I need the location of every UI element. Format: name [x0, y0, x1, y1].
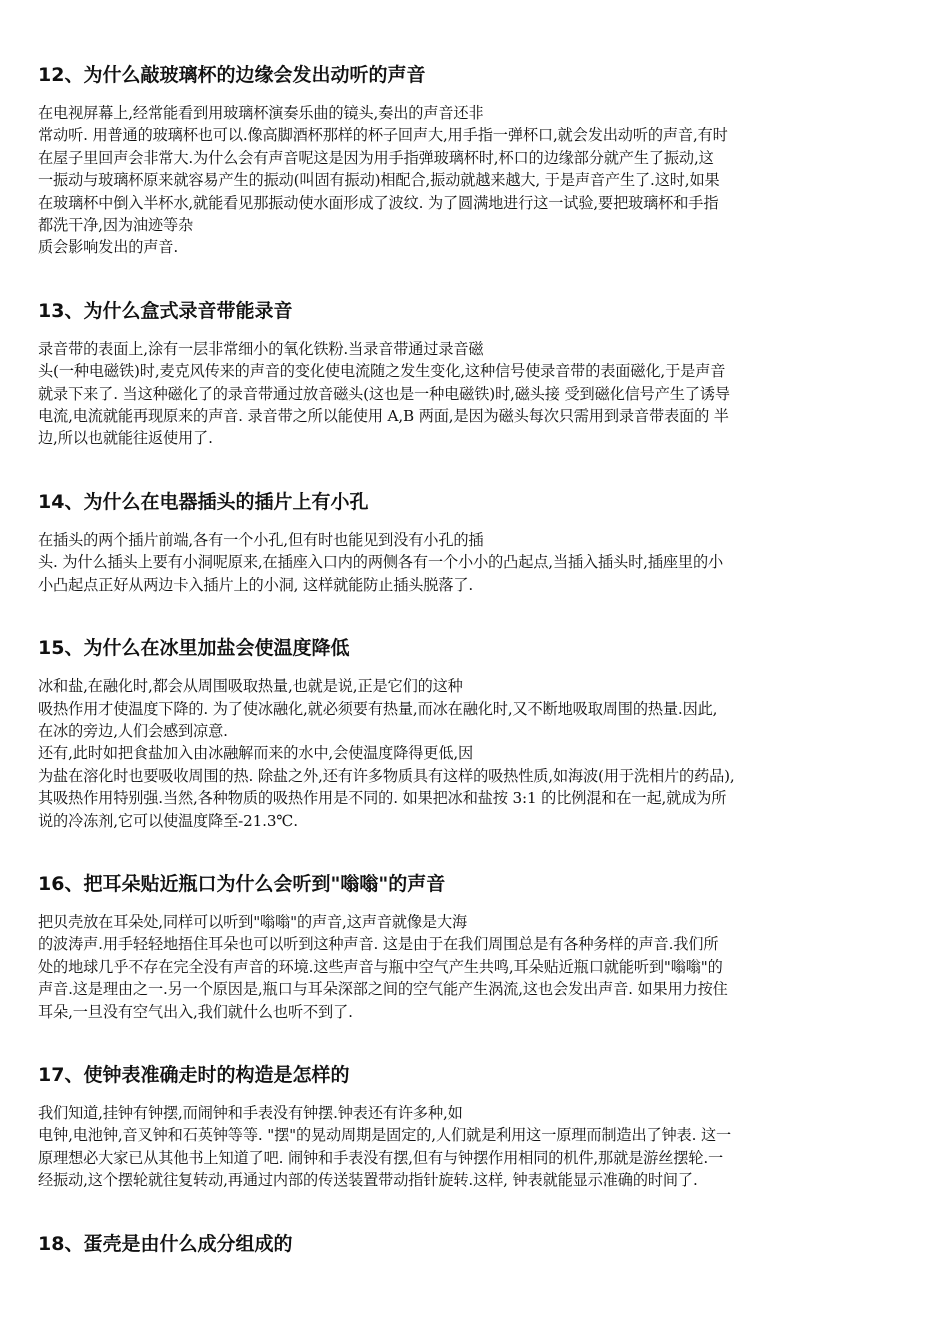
- body-line: 边,所以也就能往返使用了.: [38, 429, 213, 448]
- body-line: 头(一种电磁铁)时,麦克风传来的声音的变化使电流随之发生变化,这种信号使录音带的表面磁化,于是声音: [38, 362, 726, 381]
- body-line: 录音带的表面上,涂有一层非常细小的氧化铁粉.当录音带通过录音磁: [38, 339, 484, 358]
- body-line: 在冰的旁边,人们会感到凉意.: [38, 721, 228, 740]
- body-line: 在屋子里回声会非常大.为什么会有声音呢这是因为用手指弹玻璃杯时,杯口的边缘部分就产生了振动,这: [38, 148, 714, 167]
- body-line: 在玻璃杯中倒入半杯水,就能看见那振动使水面形成了波纹. 为了圆满地进行这一试验,要把玻璃杯和手指: [38, 193, 719, 212]
- body-line: 我们知道,挂钟有钟摆,而闹钟和手表没有钟摆.钟表还有许多种,如: [38, 1103, 463, 1122]
- body-line: 说的冷冻剂,它可以使温度降至-21.3℃.: [38, 811, 298, 830]
- section-body: [38, 1102, 916, 1192]
- body-line: 电流,电流就能再现原来的声音. 录音带之所以能使用 A,B 两面,是因为磁头每次只需用到录音带表面的 半: [38, 407, 729, 426]
- body-line: 头. 为什么插头上要有小洞呢原来,在插座入口内的两侧各有一个小小的凸起点,当插入插头时,插座里的小: [38, 553, 724, 572]
- section-heading: 18、蛋壳是由什么成分组成的: [38, 1232, 293, 1255]
- section-13: [38, 296, 916, 450]
- section-17: [38, 1060, 916, 1192]
- section-heading: 14、为什么在电器插头的插片上有小孔: [38, 490, 369, 513]
- section-heading: 15、为什么在冰里加盐会使温度降低: [38, 637, 350, 660]
- section-body: [38, 529, 916, 596]
- section-body: [38, 102, 916, 259]
- section-body: [38, 338, 916, 450]
- body-line: 常动听. 用普通的玻璃杯也可以.像高脚酒杯那样的杯子回声大,用手指一弹杯口,就会发出动听的声音,有时: [38, 126, 728, 145]
- body-line: 还有,此时如把食盐加入由冰融解而来的水中,会使温度降得更低,因: [38, 744, 474, 763]
- body-line: 经振动,这个摆轮就往复转动,再通过内部的传送装置带动指针旋转.这样, 钟表就能显示准确的时间了.: [38, 1171, 698, 1190]
- section-14: [38, 487, 916, 596]
- section-16: [38, 869, 916, 1023]
- body-line: 处的地球几乎不存在完全没有声音的环境.这些声音与瓶中空气产生共鸣,耳朵贴近瓶口就能听到"嗡嗡"的: [38, 957, 723, 976]
- body-line: 在插头的两个插片前端,各有一个小孔,但有时也能见到没有小孔的插: [38, 530, 484, 549]
- body-line: 小凸起点正好从两边卡入插片上的小洞, 这样就能防止插头脱落了.: [38, 575, 474, 594]
- body-line: 原理想必大家已从其他书上知道了吧. 闹钟和手表没有摆,但有与钟摆作用相同的机件,那就是游丝摆轮.一: [38, 1148, 724, 1167]
- section-heading: 16、把耳朵贴近瓶口为什么会听到"嗡嗡"的声音: [38, 872, 446, 895]
- body-line: 为盐在溶化时也要吸收周围的热. 除盐之外,还有许多物质具有这样的吸热性质,如海波(用于洗相片的药品),: [38, 766, 735, 785]
- section-heading: 12、为什么敲玻璃杯的边缘会发出动听的声音: [38, 64, 426, 86]
- body-line: 都洗干净,因为油迹等杂: [38, 216, 194, 235]
- body-line: 吸热作用才使温度下降的. 为了使冰融化,就必须要有热量,而冰在融化时,又不断地吸取周围的热量.因此,: [38, 699, 718, 718]
- section-body: [38, 911, 916, 1023]
- body-line: 在电视屏幕上,经常能看到用玻璃杯演奏乐曲的镜头,奏出的声音还非: [38, 104, 484, 122]
- body-line: 把贝壳放在耳朵处,同样可以听到"嗡嗡"的声音,这声音就像是大海: [38, 912, 468, 931]
- section-15: [38, 633, 916, 832]
- section-heading: 17、使钟表准确走时的构造是怎样的: [38, 1063, 350, 1086]
- body-line: 冰和盐,在融化时,都会从周围吸取热量,也就是说,正是它们的这种: [38, 677, 463, 696]
- section-heading: 13、为什么盒式录音带能录音: [38, 299, 293, 322]
- section-12: [38, 60, 916, 259]
- body-line: 就录下来了. 当这种磁化了的录音带通过放音磁头(这也是一种电磁铁)时,磁头接 受到磁化信号产生了诱导: [38, 384, 730, 403]
- section-18: [38, 1229, 916, 1259]
- body-line: 质会影响发出的声音.: [38, 238, 179, 257]
- body-line: 的波涛声.用手轻轻地捂住耳朵也可以听到这种声音. 这是由于在我们周围总是有各种务样的声音.我们所: [38, 935, 719, 954]
- body-line: 其吸热作用特别强.当然,各种物质的吸热作用是不同的. 如果把冰和盐按 3:1 的比例混和在一起,就成为所: [38, 789, 727, 808]
- body-line: 耳朵,一旦没有空气出入,我们就什么也听不到了.: [38, 1002, 353, 1021]
- section-body: [38, 675, 916, 832]
- body-line: 声音.这是理由之一.另一个原因是,瓶口与耳朵深部之间的空气能产生涡流,这也会发出声音. 如果用力按住: [38, 980, 728, 999]
- body-line: 电钟,电池钟,音叉钟和石英钟等等. "摆"的晃动周期是固定的,人们就是利用这一原理而制造出了钟表. 这一: [38, 1126, 732, 1145]
- document-page: [38, 60, 916, 1271]
- body-line: 一振动与玻璃杯原来就容易产生的振动(叫固有振动)相配合,振动就越来越大, 于是声音产生了.这时,如果: [38, 171, 720, 190]
